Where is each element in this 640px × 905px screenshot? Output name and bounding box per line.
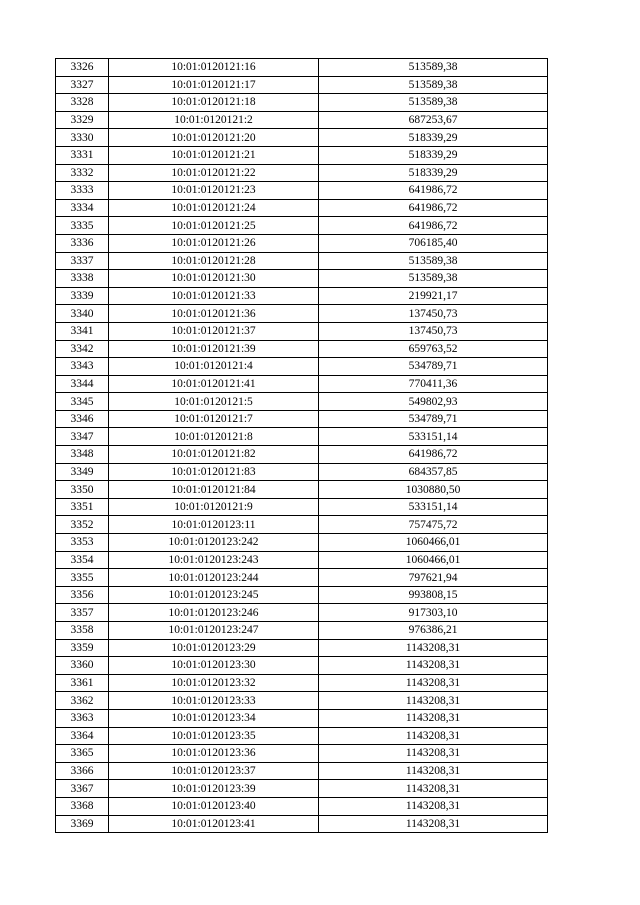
table-row <box>56 674 548 692</box>
cadastral-number-cell: 10:01:0120123:40 <box>109 797 319 815</box>
cadastral-number-cell: 10:01:0120121:4 <box>109 358 319 376</box>
row-number-cell: 3332 <box>56 164 109 182</box>
cadastral-number-cell: 10:01:0120121:22 <box>109 164 319 182</box>
value-cell: 1143208,31 <box>319 745 548 763</box>
table-row <box>56 358 548 376</box>
cadastral-number-cell: 10:01:0120121:7 <box>109 410 319 428</box>
row-number-cell: 3368 <box>56 797 109 815</box>
row-number-cell: 3339 <box>56 287 109 305</box>
table-row <box>56 657 548 675</box>
table-row <box>56 94 548 112</box>
cadastral-number-cell: 10:01:0120121:17 <box>109 76 319 94</box>
table-row <box>56 182 548 200</box>
row-number-cell: 3345 <box>56 393 109 411</box>
row-number-cell: 3327 <box>56 76 109 94</box>
row-number-cell: 3351 <box>56 498 109 516</box>
row-number-cell: 3330 <box>56 129 109 147</box>
cadastral-number-cell: 10:01:0120121:28 <box>109 252 319 270</box>
row-number-cell: 3328 <box>56 94 109 112</box>
value-cell: 518339,29 <box>319 164 548 182</box>
cadastral-number-cell: 10:01:0120123:32 <box>109 674 319 692</box>
row-number-cell: 3341 <box>56 322 109 340</box>
cadastral-value-table <box>55 58 548 833</box>
cadastral-number-cell: 10:01:0120121:41 <box>109 375 319 393</box>
value-cell: 1143208,31 <box>319 762 548 780</box>
row-number-cell: 3354 <box>56 551 109 569</box>
cadastral-number-cell: 10:01:0120123:36 <box>109 745 319 763</box>
table-row <box>56 797 548 815</box>
cadastral-number-cell: 10:01:0120121:25 <box>109 217 319 235</box>
value-cell: 687253,67 <box>319 111 548 129</box>
value-cell: 684357,85 <box>319 463 548 481</box>
value-cell: 534789,71 <box>319 410 548 428</box>
table-row <box>56 234 548 252</box>
cadastral-number-cell: 10:01:0120121:21 <box>109 146 319 164</box>
cadastral-number-cell: 10:01:0120123:30 <box>109 657 319 675</box>
table-row <box>56 709 548 727</box>
row-number-cell: 3348 <box>56 446 109 464</box>
row-number-cell: 3359 <box>56 639 109 657</box>
row-number-cell: 3333 <box>56 182 109 200</box>
table-row <box>56 446 548 464</box>
cadastral-number-cell: 10:01:0120121:8 <box>109 428 319 446</box>
value-cell: 770411,36 <box>319 375 548 393</box>
value-cell: 1143208,31 <box>319 692 548 710</box>
value-cell: 976386,21 <box>319 622 548 640</box>
cadastral-number-cell: 10:01:0120121:23 <box>109 182 319 200</box>
row-number-cell: 3362 <box>56 692 109 710</box>
table-row <box>56 287 548 305</box>
value-cell: 641986,72 <box>319 182 548 200</box>
row-number-cell: 3326 <box>56 59 109 77</box>
table-row <box>56 59 548 77</box>
cadastral-number-cell: 10:01:0120121:20 <box>109 129 319 147</box>
cadastral-number-cell: 10:01:0120123:245 <box>109 586 319 604</box>
row-number-cell: 3356 <box>56 586 109 604</box>
cadastral-number-cell: 10:01:0120121:82 <box>109 446 319 464</box>
value-cell: 518339,29 <box>319 146 548 164</box>
row-number-cell: 3336 <box>56 234 109 252</box>
table-row <box>56 270 548 288</box>
table-row <box>56 428 548 446</box>
value-cell: 993808,15 <box>319 586 548 604</box>
cadastral-number-cell: 10:01:0120121:30 <box>109 270 319 288</box>
value-cell: 513589,38 <box>319 252 548 270</box>
value-cell: 1143208,31 <box>319 727 548 745</box>
cadastral-number-cell: 10:01:0120121:26 <box>109 234 319 252</box>
row-number-cell: 3367 <box>56 780 109 798</box>
value-cell: 1143208,31 <box>319 657 548 675</box>
row-number-cell: 3340 <box>56 305 109 323</box>
table-row <box>56 252 548 270</box>
table-row <box>56 727 548 745</box>
value-cell: 534789,71 <box>319 358 548 376</box>
value-cell: 1143208,31 <box>319 780 548 798</box>
value-cell: 641986,72 <box>319 446 548 464</box>
cadastral-number-cell: 10:01:0120121:37 <box>109 322 319 340</box>
row-number-cell: 3344 <box>56 375 109 393</box>
value-cell: 917303,10 <box>319 604 548 622</box>
cadastral-number-cell: 10:01:0120123:247 <box>109 622 319 640</box>
row-number-cell: 3349 <box>56 463 109 481</box>
table-row <box>56 305 548 323</box>
row-number-cell: 3355 <box>56 569 109 587</box>
value-cell: 1143208,31 <box>319 797 548 815</box>
row-number-cell: 3346 <box>56 410 109 428</box>
table-row <box>56 164 548 182</box>
value-cell: 513589,38 <box>319 59 548 77</box>
row-number-cell: 3361 <box>56 674 109 692</box>
value-cell: 706185,40 <box>319 234 548 252</box>
table-row <box>56 76 548 94</box>
row-number-cell: 3343 <box>56 358 109 376</box>
table-row <box>56 534 548 552</box>
cadastral-number-cell: 10:01:0120123:243 <box>109 551 319 569</box>
row-number-cell: 3363 <box>56 709 109 727</box>
row-number-cell: 3369 <box>56 815 109 833</box>
row-number-cell: 3329 <box>56 111 109 129</box>
value-cell: 1060466,01 <box>319 534 548 552</box>
cadastral-number-cell: 10:01:0120121:36 <box>109 305 319 323</box>
row-number-cell: 3331 <box>56 146 109 164</box>
table-row <box>56 340 548 358</box>
table-row <box>56 410 548 428</box>
row-number-cell: 3353 <box>56 534 109 552</box>
table-row <box>56 498 548 516</box>
cadastral-number-cell: 10:01:0120121:2 <box>109 111 319 129</box>
row-number-cell: 3347 <box>56 428 109 446</box>
row-number-cell: 3350 <box>56 481 109 499</box>
value-cell: 513589,38 <box>319 94 548 112</box>
value-cell: 549802,93 <box>319 393 548 411</box>
cadastral-number-cell: 10:01:0120123:242 <box>109 534 319 552</box>
value-cell: 1143208,31 <box>319 709 548 727</box>
row-number-cell: 3342 <box>56 340 109 358</box>
table-row <box>56 129 548 147</box>
value-cell: 518339,29 <box>319 129 548 147</box>
value-cell: 1060466,01 <box>319 551 548 569</box>
row-number-cell: 3335 <box>56 217 109 235</box>
value-cell: 1143208,31 <box>319 815 548 833</box>
value-cell: 513589,38 <box>319 76 548 94</box>
value-cell: 513589,38 <box>319 270 548 288</box>
cadastral-number-cell: 10:01:0120123:41 <box>109 815 319 833</box>
value-cell: 641986,72 <box>319 217 548 235</box>
row-number-cell: 3357 <box>56 604 109 622</box>
cadastral-number-cell: 10:01:0120123:35 <box>109 727 319 745</box>
row-number-cell: 3337 <box>56 252 109 270</box>
row-number-cell: 3338 <box>56 270 109 288</box>
row-number-cell: 3352 <box>56 516 109 534</box>
cadastral-number-cell: 10:01:0120123:37 <box>109 762 319 780</box>
table-row <box>56 622 548 640</box>
table-row <box>56 815 548 833</box>
table-row <box>56 481 548 499</box>
cadastral-number-cell: 10:01:0120121:33 <box>109 287 319 305</box>
table-row <box>56 375 548 393</box>
table-row <box>56 393 548 411</box>
cadastral-number-cell: 10:01:0120123:29 <box>109 639 319 657</box>
row-number-cell: 3364 <box>56 727 109 745</box>
table-row <box>56 551 548 569</box>
cadastral-number-cell: 10:01:0120123:34 <box>109 709 319 727</box>
value-cell: 757475,72 <box>319 516 548 534</box>
value-cell: 219921,17 <box>319 287 548 305</box>
table-row <box>56 780 548 798</box>
row-number-cell: 3334 <box>56 199 109 217</box>
cadastral-number-cell: 10:01:0120123:246 <box>109 604 319 622</box>
cadastral-number-cell: 10:01:0120123:11 <box>109 516 319 534</box>
value-cell: 641986,72 <box>319 199 548 217</box>
cadastral-number-cell: 10:01:0120121:39 <box>109 340 319 358</box>
cadastral-number-cell: 10:01:0120121:9 <box>109 498 319 516</box>
cadastral-number-cell: 10:01:0120123:244 <box>109 569 319 587</box>
value-cell: 533151,14 <box>319 428 548 446</box>
value-cell: 533151,14 <box>319 498 548 516</box>
table-row <box>56 322 548 340</box>
table-row <box>56 199 548 217</box>
row-number-cell: 3360 <box>56 657 109 675</box>
row-number-cell: 3365 <box>56 745 109 763</box>
row-number-cell: 3358 <box>56 622 109 640</box>
value-cell: 137450,73 <box>319 322 548 340</box>
table-row <box>56 604 548 622</box>
row-number-cell: 3366 <box>56 762 109 780</box>
cadastral-number-cell: 10:01:0120121:16 <box>109 59 319 77</box>
cadastral-number-cell: 10:01:0120123:33 <box>109 692 319 710</box>
value-cell: 797621,94 <box>319 569 548 587</box>
table-row <box>56 586 548 604</box>
value-cell: 1030880,50 <box>319 481 548 499</box>
table-row <box>56 146 548 164</box>
value-cell: 659763,52 <box>319 340 548 358</box>
cadastral-number-cell: 10:01:0120121:18 <box>109 94 319 112</box>
table-row <box>56 569 548 587</box>
table-row <box>56 692 548 710</box>
table-row <box>56 762 548 780</box>
cadastral-number-cell: 10:01:0120123:39 <box>109 780 319 798</box>
value-cell: 137450,73 <box>319 305 548 323</box>
cadastral-number-cell: 10:01:0120121:83 <box>109 463 319 481</box>
table-body <box>56 59 548 833</box>
value-cell: 1143208,31 <box>319 674 548 692</box>
cadastral-number-cell: 10:01:0120121:84 <box>109 481 319 499</box>
table-row <box>56 111 548 129</box>
table-row <box>56 516 548 534</box>
table-row <box>56 217 548 235</box>
table-row <box>56 745 548 763</box>
value-cell: 1143208,31 <box>319 639 548 657</box>
table-row <box>56 639 548 657</box>
cadastral-number-cell: 10:01:0120121:24 <box>109 199 319 217</box>
table-row <box>56 463 548 481</box>
cadastral-number-cell: 10:01:0120121:5 <box>109 393 319 411</box>
